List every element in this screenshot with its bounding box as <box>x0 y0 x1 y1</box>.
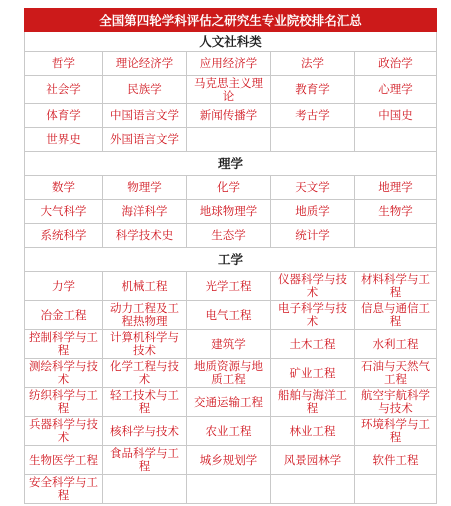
subject-name[interactable]: 生物学 <box>378 204 413 218</box>
subject-name[interactable]: 政治学 <box>378 56 413 70</box>
section-title: 人文社科类 <box>25 32 437 52</box>
subject-name[interactable]: 机械工程 <box>121 278 168 293</box>
subject-name[interactable]: 生物医学工程 <box>29 452 98 467</box>
subject-name[interactable]: 航空宇航科学与技术 <box>361 388 430 415</box>
subject-name[interactable]: 新闻传播学 <box>199 108 258 122</box>
subject-cell <box>355 200 437 224</box>
subject-cell <box>355 176 437 200</box>
subject-cell <box>187 52 271 76</box>
table-row <box>25 128 437 152</box>
subject-name[interactable]: 核科学与技术 <box>110 423 179 438</box>
subject-cell <box>103 272 187 301</box>
empty-cell <box>355 224 437 248</box>
subject-name[interactable]: 电子科学与技术 <box>278 301 347 328</box>
subject-cell <box>25 176 103 200</box>
subject-cell <box>355 417 437 446</box>
subject-cell <box>271 272 355 301</box>
subject-cell <box>355 446 437 475</box>
subject-cell <box>271 104 355 128</box>
subject-cell <box>355 104 437 128</box>
table-row <box>25 176 437 200</box>
section-header-row <box>25 248 437 272</box>
subject-name[interactable]: 外国语言文学 <box>110 132 179 146</box>
table-title: 全国第四轮学科评估之研究生专业院校排名汇总 <box>25 9 437 32</box>
subject-name[interactable]: 化学工程与技术 <box>110 359 179 386</box>
subject-name[interactable]: 仪器科学与技术 <box>278 272 347 299</box>
empty-cell <box>355 475 437 504</box>
subject-cell <box>25 446 103 475</box>
subject-name[interactable]: 材料科学与工程 <box>361 272 430 299</box>
subject-cell <box>271 76 355 104</box>
section-header-row <box>25 152 437 176</box>
subject-name[interactable]: 船舶与海洋工程 <box>278 388 347 415</box>
table-row <box>25 76 437 104</box>
table-row <box>25 272 437 301</box>
subject-name[interactable]: 光学工程 <box>205 278 252 293</box>
subject-cell <box>103 176 187 200</box>
subject-cell <box>103 330 187 359</box>
subject-name[interactable]: 安全科学与工程 <box>29 475 98 502</box>
subject-cell <box>187 330 271 359</box>
subject-name[interactable]: 兵器科学与技术 <box>29 417 98 444</box>
subject-cell <box>103 104 187 128</box>
subject-cell <box>355 359 437 388</box>
subject-name[interactable]: 风景园林学 <box>283 452 342 467</box>
subject-cell <box>103 52 187 76</box>
table-row <box>25 359 437 388</box>
subject-cell <box>187 359 271 388</box>
subject-name[interactable]: 纺织科学与工程 <box>29 388 98 415</box>
title-row <box>25 9 437 32</box>
subject-cell <box>103 301 187 330</box>
subject-name[interactable]: 化学 <box>217 180 240 194</box>
subject-name[interactable]: 软件工程 <box>372 452 419 467</box>
subject-name[interactable]: 计算机科学与技术 <box>110 330 179 357</box>
subject-name[interactable]: 物理学 <box>127 180 162 194</box>
subject-cell <box>103 128 187 152</box>
subject-name[interactable]: 信息与通信工程 <box>361 301 430 328</box>
subject-cell <box>187 76 271 104</box>
table-row <box>25 301 437 330</box>
subject-cell <box>271 330 355 359</box>
subject-cell <box>25 52 103 76</box>
subject-cell <box>25 272 103 301</box>
subject-cell <box>187 104 271 128</box>
table-row <box>25 200 437 224</box>
subject-name[interactable]: 农业工程 <box>205 423 252 438</box>
subject-cell <box>103 76 187 104</box>
section-title: 理学 <box>25 152 437 176</box>
subject-cell <box>103 417 187 446</box>
subject-cell <box>355 52 437 76</box>
empty-cell <box>271 128 355 152</box>
subject-name[interactable]: 测绘科学与技术 <box>29 359 98 386</box>
subject-cell <box>271 359 355 388</box>
subject-name[interactable]: 石油与天然气工程 <box>361 359 430 386</box>
ranking-summary-table-wrapper <box>24 8 436 504</box>
table-row <box>25 388 437 417</box>
subject-cell <box>103 200 187 224</box>
subject-cell <box>103 446 187 475</box>
subject-cell <box>271 224 355 248</box>
subject-name[interactable]: 林业工程 <box>289 423 336 438</box>
subject-cell <box>103 359 187 388</box>
subject-cell <box>187 301 271 330</box>
table-row <box>25 446 437 475</box>
subject-cell <box>355 388 437 417</box>
subject-name[interactable]: 民族学 <box>127 82 162 96</box>
subject-cell <box>25 104 103 128</box>
subject-cell <box>187 224 271 248</box>
empty-cell <box>355 128 437 152</box>
subject-name[interactable]: 数学 <box>52 180 75 194</box>
table-row <box>25 475 437 504</box>
subject-cell <box>271 301 355 330</box>
subject-name[interactable]: 理论经济学 <box>115 56 174 70</box>
subject-name[interactable]: 轻工技术与工程 <box>110 388 179 415</box>
subject-cell <box>25 200 103 224</box>
subject-name[interactable]: 中国史 <box>378 108 413 122</box>
subject-cell <box>25 224 103 248</box>
table-row <box>25 417 437 446</box>
subject-cell <box>271 52 355 76</box>
subject-name[interactable]: 电气工程 <box>205 307 252 322</box>
subject-name[interactable]: 社会学 <box>46 82 81 96</box>
subject-name[interactable]: 应用经济学 <box>199 56 258 70</box>
subject-name[interactable]: 海洋科学 <box>121 204 168 218</box>
subject-cell <box>187 272 271 301</box>
subject-cell <box>25 475 103 504</box>
section-title: 工学 <box>25 248 437 272</box>
subject-cell <box>25 330 103 359</box>
subject-cell <box>271 388 355 417</box>
subject-name[interactable]: 心理学 <box>378 82 413 96</box>
subject-name[interactable]: 食品科学与工程 <box>110 446 179 473</box>
subject-name[interactable]: 动力工程及工程热物理 <box>110 301 179 328</box>
subject-name[interactable]: 体育学 <box>46 108 81 122</box>
subject-name[interactable]: 教育学 <box>295 82 330 96</box>
subject-name[interactable]: 地质学 <box>295 204 330 218</box>
subject-name[interactable]: 哲学 <box>52 56 75 70</box>
subject-cell <box>355 76 437 104</box>
subject-name[interactable]: 地质资源与地质工程 <box>194 359 263 386</box>
table-row <box>25 330 437 359</box>
subject-name[interactable]: 城乡规划学 <box>199 452 258 467</box>
empty-cell <box>103 475 187 504</box>
subject-cell <box>355 272 437 301</box>
subject-cell <box>187 200 271 224</box>
subject-name[interactable]: 地理学 <box>378 180 413 194</box>
subject-name[interactable]: 马克思主义理论 <box>194 75 263 103</box>
subject-name[interactable]: 建筑学 <box>211 336 246 351</box>
table-row <box>25 104 437 128</box>
ranking-summary-table <box>24 8 437 504</box>
subject-cell <box>271 200 355 224</box>
subject-cell <box>25 128 103 152</box>
empty-cell <box>187 128 271 152</box>
table-body <box>25 9 437 504</box>
subject-cell <box>103 388 187 417</box>
subject-name[interactable]: 世界史 <box>46 132 81 146</box>
empty-cell <box>271 475 355 504</box>
subject-name[interactable]: 水利工程 <box>372 336 419 351</box>
subject-name[interactable]: 地球物理学 <box>199 204 258 218</box>
subject-name[interactable]: 统计学 <box>295 228 330 242</box>
subject-cell <box>187 388 271 417</box>
subject-cell <box>25 417 103 446</box>
subject-name[interactable]: 科学技术史 <box>115 228 174 242</box>
subject-name[interactable]: 环境科学与工程 <box>361 417 430 444</box>
subject-name[interactable]: 中国语言文学 <box>110 108 179 122</box>
subject-name[interactable]: 冶金工程 <box>40 307 87 322</box>
subject-cell <box>271 176 355 200</box>
subject-name[interactable]: 土木工程 <box>289 336 336 351</box>
subject-cell <box>25 301 103 330</box>
subject-cell <box>187 446 271 475</box>
subject-name[interactable]: 控制科学与工程 <box>29 330 98 357</box>
subject-name[interactable]: 交通运输工程 <box>194 394 263 409</box>
subject-name[interactable]: 系统科学 <box>40 228 87 242</box>
subject-name[interactable]: 力学 <box>52 278 75 293</box>
subject-name[interactable]: 生态学 <box>211 228 246 242</box>
subject-cell <box>355 301 437 330</box>
subject-cell <box>187 176 271 200</box>
subject-cell <box>103 224 187 248</box>
subject-cell <box>355 330 437 359</box>
subject-name[interactable]: 天文学 <box>295 180 330 194</box>
section-header-row <box>25 32 437 52</box>
table-row <box>25 52 437 76</box>
subject-cell <box>25 76 103 104</box>
subject-cell <box>25 359 103 388</box>
empty-cell <box>187 475 271 504</box>
subject-cell <box>271 446 355 475</box>
table-row <box>25 224 437 248</box>
subject-name[interactable]: 大气科学 <box>40 204 87 218</box>
subject-cell <box>25 388 103 417</box>
subject-cell <box>187 417 271 446</box>
subject-name[interactable]: 考古学 <box>295 108 330 122</box>
subject-name[interactable]: 法学 <box>301 56 324 70</box>
subject-name[interactable]: 矿业工程 <box>289 365 336 380</box>
subject-cell <box>271 417 355 446</box>
